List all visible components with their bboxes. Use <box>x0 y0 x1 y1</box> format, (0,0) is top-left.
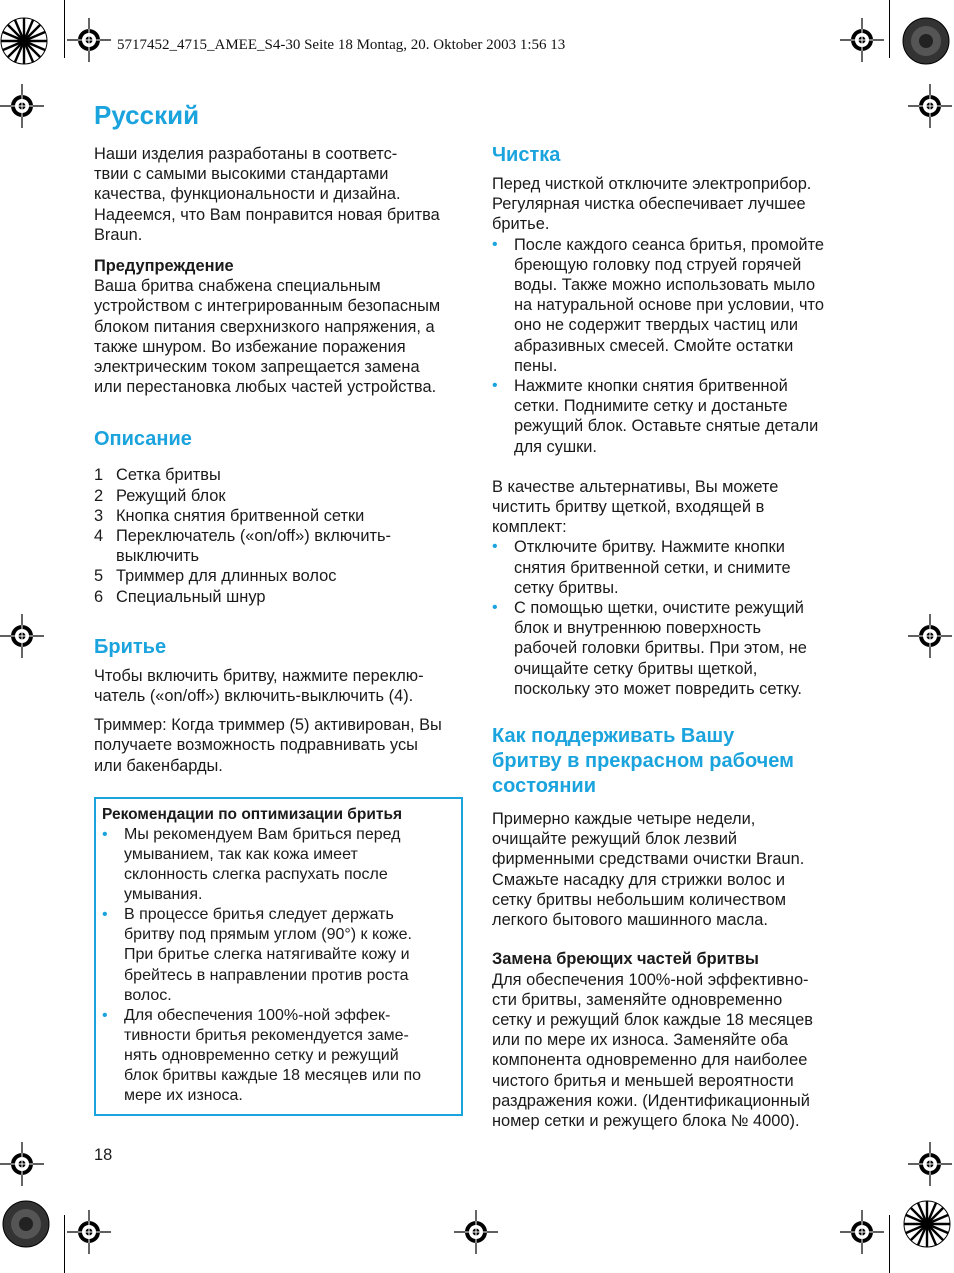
warning-paragraph: Ваша бритва снабжена специальным устройством с интегрированным безопасным блоком питания сверхнизкого напряжения, а также шнуром. Во избежание поражения электрическим током запрещается замена или перестановка любых частей устройства. <box>94 277 441 397</box>
list-item <box>94 566 460 586</box>
registration-mark-icon <box>67 1210 111 1254</box>
left-column <box>94 144 460 1116</box>
list-item-text: В процессе бритья следует держать бритву под прямым углом (90°) к коже. При бритье слегка натягивайте кожу и брейтесь в направлении против роста волос. <box>124 906 412 1004</box>
list-item-text: Нажмите кнопки снятия бритвенной сетки. Поднимите сетку и достаньте режущий блок. Оставьте снятые детали для сушки. <box>514 377 819 456</box>
registration-mark-icon <box>908 1142 952 1186</box>
list-item-number: 2 <box>94 486 104 505</box>
halftone-mark-icon <box>2 1200 50 1248</box>
list-item-text: Для обеспечения 100%-ной эффек- тивности бритья рекомендуется заме- нять одновременно сетку и режущий блок бритвы каждые 18 месяцев или по мере их износа. <box>124 1006 422 1105</box>
trimmer-paragraph: Триммер: Когда триммер (5) активирован, Вы получаете возможность подравнивать усы или бакенбарды. <box>94 716 442 775</box>
replace-heading: Замена бреющих частей бритвы <box>492 950 759 969</box>
registration-mark-icon <box>0 84 44 128</box>
bullet-icon: • <box>492 599 498 617</box>
halftone-mark-icon <box>902 17 950 65</box>
tips-list <box>102 825 447 1106</box>
warning-heading: Предупреждение <box>94 257 234 276</box>
list-item-text: Кнопка снятия бритвенной сетки <box>116 506 365 525</box>
list-item-text: После каждого сеанса бритья, промойте бреющую головку под струей горячей воды. Также можно использовать мыло на натуральной основе при условии, что оно не содержит твердых частиц или абразивных смесей. Смойте остатки пены. <box>514 235 825 375</box>
list-item <box>492 376 858 457</box>
print-slug-line: 5717452_4715_AMEE_S4-30 Seite 18 Montag, 20. Oktober 2003 1:56 13 <box>117 37 566 53</box>
list-item-number: 4 <box>94 527 104 546</box>
registration-mark-icon <box>454 1210 498 1254</box>
list-item <box>492 235 858 376</box>
list-item-number: 3 <box>94 506 104 525</box>
bullet-icon: • <box>492 377 498 395</box>
list-item <box>102 1006 447 1106</box>
trim-line <box>889 1215 890 1273</box>
intro-paragraph: Наши изделия разработаны в соответс- твии с самыми высокими стандартами качества, функциональности и дизайна. Надеемся, что Вам понравится новая бритва Braun. <box>94 145 440 244</box>
cleaning-intro: Перед чисткой отключите электроприбор. Регулярная чистка обеспечивает лучшее бритье. <box>492 175 812 234</box>
section-heading-shaving: Бритье <box>94 635 167 658</box>
bullet-icon: • <box>102 1006 108 1024</box>
section-heading-cleaning: Чистка <box>492 144 561 166</box>
list-item <box>94 506 460 526</box>
registration-mark-icon <box>908 614 952 658</box>
list-item <box>94 587 460 607</box>
list-item-number: 1 <box>94 466 104 485</box>
list-item-text: Триммер для длинных волос <box>116 567 337 586</box>
list-item-text: Специальный шнур <box>116 587 266 606</box>
section-heading-description: Описание <box>94 428 192 451</box>
bullet-icon: • <box>102 825 108 843</box>
bullet-icon: • <box>492 235 498 253</box>
page-title: Русский <box>94 100 200 130</box>
alternative-list <box>492 537 858 699</box>
list-item <box>492 537 858 598</box>
list-item-number: 6 <box>94 587 104 606</box>
registration-mark-icon <box>840 18 884 62</box>
list-item-text: Переключатель («on/off») включить- выключить <box>116 527 391 566</box>
page-number: 18 <box>94 1146 113 1164</box>
trim-line <box>64 0 65 58</box>
parts-list <box>94 465 460 606</box>
starburst-mark-icon <box>903 1200 951 1248</box>
list-item <box>102 825 447 905</box>
list-item <box>94 526 460 566</box>
list-item-text: Сетка бритвы <box>116 466 221 485</box>
list-item-text: Мы рекомендуем Вам бриться перед умыванием, так как кожа имеет склонность слегка распухать после умывания. <box>124 825 401 904</box>
replace-paragraph: Для обеспечения 100%-ной эффективно- сти бритвы, заменяйте одновременно сетку и режущий блок каждые 18 месяцев или по мере их износа. Заменяйте оба компонента одновременно для наиболее чистого бритья и меньшей вероятности раздражения кожи. (Идентификационный номер сетки и режущего блока № 4000). <box>492 970 813 1130</box>
registration-mark-icon <box>67 18 111 62</box>
trim-line <box>889 0 890 58</box>
list-item <box>94 465 460 485</box>
list-item <box>94 486 460 506</box>
list-item <box>492 598 858 699</box>
shaving-paragraph: Чтобы включить бритву, нажмите переклю- чатель («on/off») включить-выключить (4). <box>94 666 424 706</box>
section-heading-care: Как поддерживать Вашу бритву в прекрасном рабочем состоянии <box>492 725 794 798</box>
registration-mark-icon <box>840 1210 884 1254</box>
starburst-mark-icon <box>0 17 48 65</box>
bullet-icon: • <box>492 538 498 556</box>
alternative-intro: В качестве альтернативы, Вы можете чистить бритву щеткой, входящей в комплект: <box>492 477 779 537</box>
cleaning-list <box>492 235 858 457</box>
list-item <box>102 905 447 1005</box>
list-item-text: Отключите бритву. Нажмите кнопки снятия бритвенной сетки, и снимите сетку бритвы. <box>514 538 791 597</box>
tips-heading: Рекомендации по оптимизации бритья <box>102 805 403 823</box>
registration-mark-icon <box>908 84 952 128</box>
list-item-text: Режущий блок <box>116 486 226 505</box>
registration-mark-icon <box>0 614 44 658</box>
right-column <box>492 143 858 1131</box>
bullet-icon: • <box>102 906 108 924</box>
trim-line <box>64 1215 65 1273</box>
tips-box <box>94 797 463 1116</box>
care-paragraph: Примерно каждые четыре недели, очищайте режущий блок лезвий фирменными средствами очистки Braun. Смажьте насадку для стрижки волос и сетку бритвы небольшим количеством легкого бытового машинного масла. <box>492 810 805 930</box>
list-item-text: С помощью щетки, очистите режущий блок и внутреннюю поверхность рабочей головки бритвы. При этом, не очищайте сетку бритвы щеткой, поскольку это может повредить сетку. <box>514 599 807 698</box>
registration-mark-icon <box>0 1142 44 1186</box>
list-item-number: 5 <box>94 567 104 586</box>
